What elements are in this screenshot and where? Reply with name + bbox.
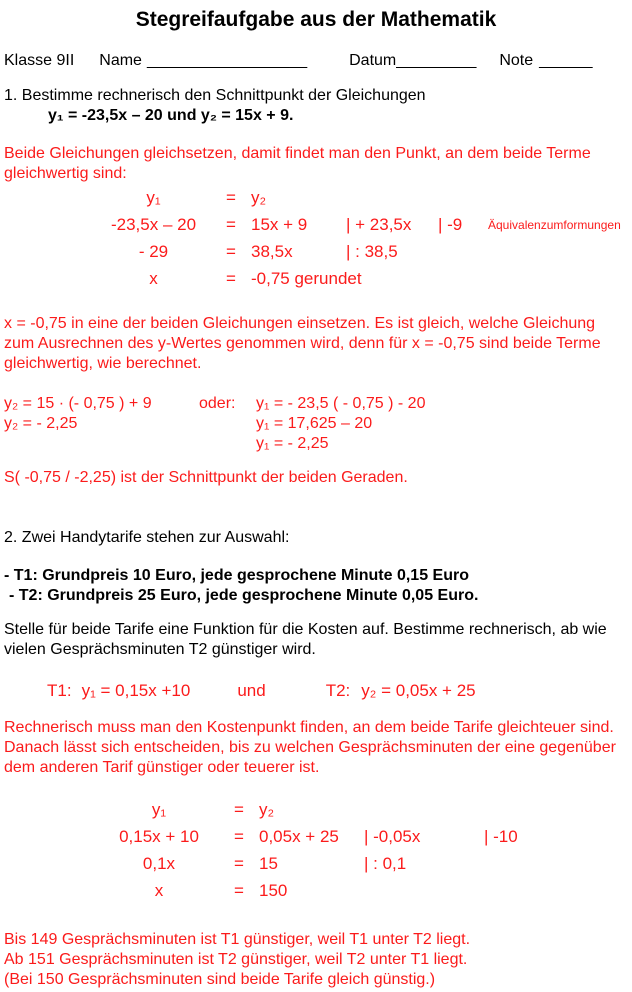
equation-row — [99, 823, 628, 850]
name-blank-line: __________________ — [146, 52, 308, 69]
solution2-explanation: Rechnerisch muss man den Kostenpunkt finden, an dem beide Tarife gleichteuer sind. Danach lässt sich entscheiden, bis zu welchen Gesprächsminuten der eine gegenüber dem anderen Tarif günstiger oder teuerer ist. — [4, 719, 616, 776]
eq-rhs: 15x + 9 — [251, 214, 308, 234]
equation-row — [96, 184, 628, 211]
solution1-result: S( -0,75 / -2,25) ist der Schnittpunkt der beiden Geraden. — [4, 469, 408, 486]
task1-block — [4, 86, 628, 126]
equation-row — [99, 877, 628, 904]
check-line: y₂ = - 2,25 — [4, 415, 78, 432]
eq-lhs: y₁ — [151, 799, 167, 819]
header-fields — [4, 52, 628, 70]
date-blank-line: _________ — [396, 52, 477, 69]
equation-row — [99, 850, 628, 877]
task2-instruction: Stelle für beide Tarife eine Funktion für die Kosten auf. Bestimme rechnerisch, ab wie vielen Gesprächsminuten T2 günstiger wird. — [4, 621, 607, 658]
solution1-intro: Beide Gleichungen gleichsetzen, damit findet man den Punkt, an dem beide Terme gleichwertig sind: — [4, 145, 591, 182]
name-label: Name — [99, 52, 142, 69]
check-right-column — [256, 394, 628, 454]
und-label: und — [237, 681, 266, 700]
grade-blank-line: ______ — [539, 52, 593, 69]
t1-label: T1: — [47, 681, 72, 700]
tariff-1: - T1: Grundpreis 10 Euro, jede gesprochene Minute 0,15 Euro — [4, 567, 469, 584]
eq-rhs: -0,75 gerundet — [251, 268, 362, 288]
eq-rhs: y₂ — [251, 187, 267, 207]
check-left-column — [4, 394, 199, 454]
task1-equations: y₁ = -23,5x – 20 und y₂ = 15x + 9. — [48, 107, 294, 124]
task1-prompt: 1. Bestimme rechnerisch den Schnittpunkt der Gleichungen — [4, 87, 426, 104]
task2-prompt: 2. Zwei Handytarife stehen zur Auswahl: — [4, 529, 290, 546]
check-line: y₁ = - 2,25 — [256, 435, 329, 452]
solution1-check-block — [4, 394, 628, 454]
tariff-2: - T2: Grundpreis 25 Euro, jede gesprochene Minute 0,05 Euro. — [9, 587, 479, 604]
eq-operation-1: | -0,05x — [364, 826, 421, 846]
conclusion-line: (Bei 150 Gesprächsminuten sind beide Tarife gleich günstig.) — [4, 971, 436, 988]
eq-operation-2: | -9 — [438, 214, 463, 234]
eq-rhs: y₂ — [259, 799, 275, 819]
eq-operation-1: | : 38,5 — [346, 241, 398, 261]
equation-row — [96, 211, 628, 238]
eq-sign: = — [226, 241, 236, 261]
eq-lhs: 0,1x — [142, 853, 176, 873]
eq-rhs: 0,05x + 25 — [259, 826, 339, 846]
equation-row — [96, 265, 628, 292]
eq-lhs: - 29 — [138, 241, 169, 261]
eq-rhs: 15 — [259, 853, 278, 873]
check-line: y₁ = 17,625 – 20 — [256, 415, 373, 432]
check-line: y₂ = 15 · (- 0,75 ) + 9 — [4, 395, 152, 412]
oder-label: oder: — [199, 395, 236, 412]
eq-sign: = — [226, 187, 236, 207]
conclusion-line: Bis 149 Gesprächsminuten ist T1 günstiger, weil T1 unter T2 liegt. — [4, 931, 471, 948]
t2-function: y₂ = 0,05x + 25 — [361, 681, 476, 700]
eq-rhs: 150 — [259, 880, 288, 900]
eq-note: Äquivalenzumformungen — [488, 217, 621, 232]
eq-sign: = — [234, 799, 244, 819]
eq-lhs: y₁ — [146, 187, 161, 207]
eq-rhs: 38,5x — [251, 241, 293, 261]
tariff-list — [4, 566, 628, 606]
eq-lhs: x — [149, 268, 158, 288]
solution1-substitute-text: x = -0,75 in eine der beiden Gleichungen einsetzen. Es ist gleich, welche Gleichung zum Ausrechnen des y-Wertes genommen wird, denn für x = -0,75 sind beide Terme gleichwertig, wie berechnet. — [4, 315, 601, 372]
eq-sign: = — [226, 214, 236, 234]
eq-operation-1: | + 23,5x — [346, 214, 412, 234]
eq-operation-2: | -10 — [484, 826, 518, 846]
eq-sign: = — [234, 880, 244, 900]
class-label: Klasse 9II — [4, 52, 75, 69]
eq-lhs: x — [154, 880, 164, 900]
eq-operation-1: | : 0,1 — [364, 853, 407, 873]
equation-table-2 — [4, 796, 628, 904]
conclusion-line: Ab 151 Gesprächsminuten ist T2 günstiger, weil T2 unter T1 liegt. — [4, 951, 468, 968]
eq-lhs: 0,15x + 10 — [119, 826, 199, 846]
cost-functions-line — [4, 681, 628, 701]
eq-sign: = — [234, 826, 244, 846]
solution2-conclusion — [4, 930, 628, 990]
t2-label: T2: — [325, 681, 351, 700]
check-line: y₁ = - 23,5 ( - 0,75 ) - 20 — [256, 395, 426, 412]
eq-lhs: -23,5x – 20 — [110, 214, 197, 234]
t1-function: y₁ = 0,15x +10 — [81, 681, 191, 700]
eq-sign: = — [234, 853, 244, 873]
page-title: Stegreifaufgabe aus der Mathematik — [135, 8, 497, 31]
eq-sign: = — [226, 268, 236, 288]
equation-row — [96, 238, 628, 265]
equation-row — [99, 796, 628, 823]
grade-label: Note — [499, 52, 534, 69]
date-label: Datum — [349, 52, 397, 69]
equation-table-1 — [4, 184, 628, 292]
